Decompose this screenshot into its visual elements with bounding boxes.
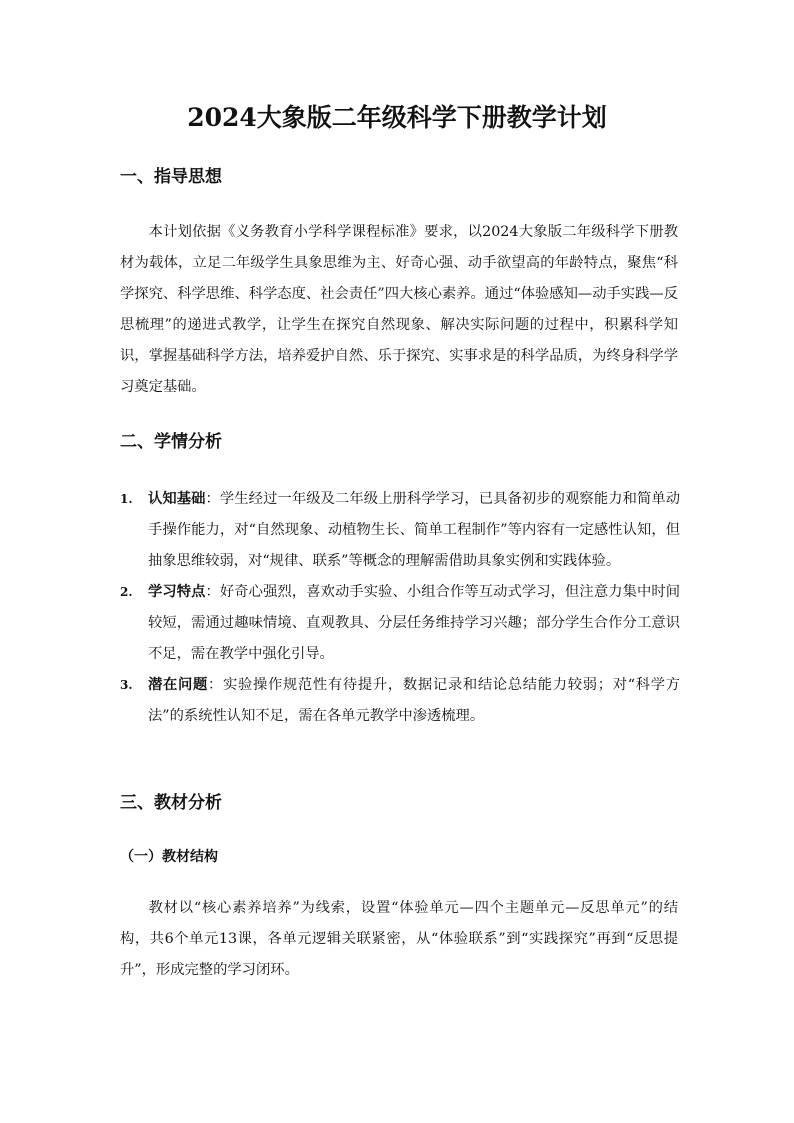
list-item-text: 好奇心强烈，喜欢动手实验、小组合作等互动式学习，但注意力集中时间较短，需通过趣味情境、直观教具、分层任务维持学习兴趣；部分学生合作分工意识不足，需在教学中强化引导。 (148, 584, 681, 662)
list-item-term: 潜在问题 (148, 677, 208, 693)
section-heading-textbook-analysis: 三、教材分析 (120, 793, 222, 813)
list-item-term: 学习特点 (148, 584, 206, 600)
list-item (120, 577, 680, 670)
list-item-number: 3. (120, 678, 133, 692)
section-heading-student-analysis: 二、学情分析 (120, 432, 222, 452)
list-item-number: 1. (120, 492, 133, 506)
list-item-separator: ： (205, 491, 220, 507)
list-item (120, 670, 680, 732)
subsection-heading-textbook-structure: （一）教材结构 (120, 849, 218, 865)
list-item-separator: ： (207, 677, 223, 693)
list-item-term: 认知基础 (148, 491, 206, 507)
student-analysis-list (120, 484, 680, 732)
list-item-text: 实验操作规范性有待提升，数据记录和结论总结能力较弱；对“科学方法”的系统性认知不足，需在各单元教学中渗透梳理。 (148, 677, 681, 724)
list-item-text: 学生经过一年级及二年级上册科学学习，已具备初步的观察能力和简单动手操作能力，对“自然现象、动植物生长、简单工程制作”等内容有一定感性认知，但抽象思维较弱，对“规律、联系”等概念的理解需借助具象实例和实践体验。 (148, 491, 681, 569)
list-item-separator: ： (205, 584, 220, 600)
list-item-number: 2. (120, 585, 133, 599)
document-title: 2024大象版二年级科学下册教学计划 (187, 103, 607, 132)
section-heading-guiding-ideology: 一、指导思想 (120, 167, 222, 187)
guiding-ideology-paragraph: 本计划依据《义务教育小学科学课程标准》要求，以2024大象版二年级科学下册教材为载体，立足二年级学生具象思维为主、好奇心强、动手欲望高的年龄特点，聚焦“科学探究、科学思维、科学态度、社会责任”四大核心素养。通过“体验感知—动手实践—反思梳理”的递进式教学，让学生在探究自然现象、解决实际问题的过程中，积累科学知识，掌握基础科学方法，培养爱护自然、乐于探究、实事求是的科学品质，为终身科学学习奠定基础。 (120, 224, 678, 395)
list-item (120, 484, 680, 577)
textbook-structure-paragraph: 教材以“核心素养培养”为线索，设置“体验单元—四个主题单元—反思单元”的结构，共6个单元13课，各单元逻辑关联紧密，从“体验联系”到“实践探究”再到“反思提升”，形成完整的学习闭环。 (120, 900, 678, 978)
